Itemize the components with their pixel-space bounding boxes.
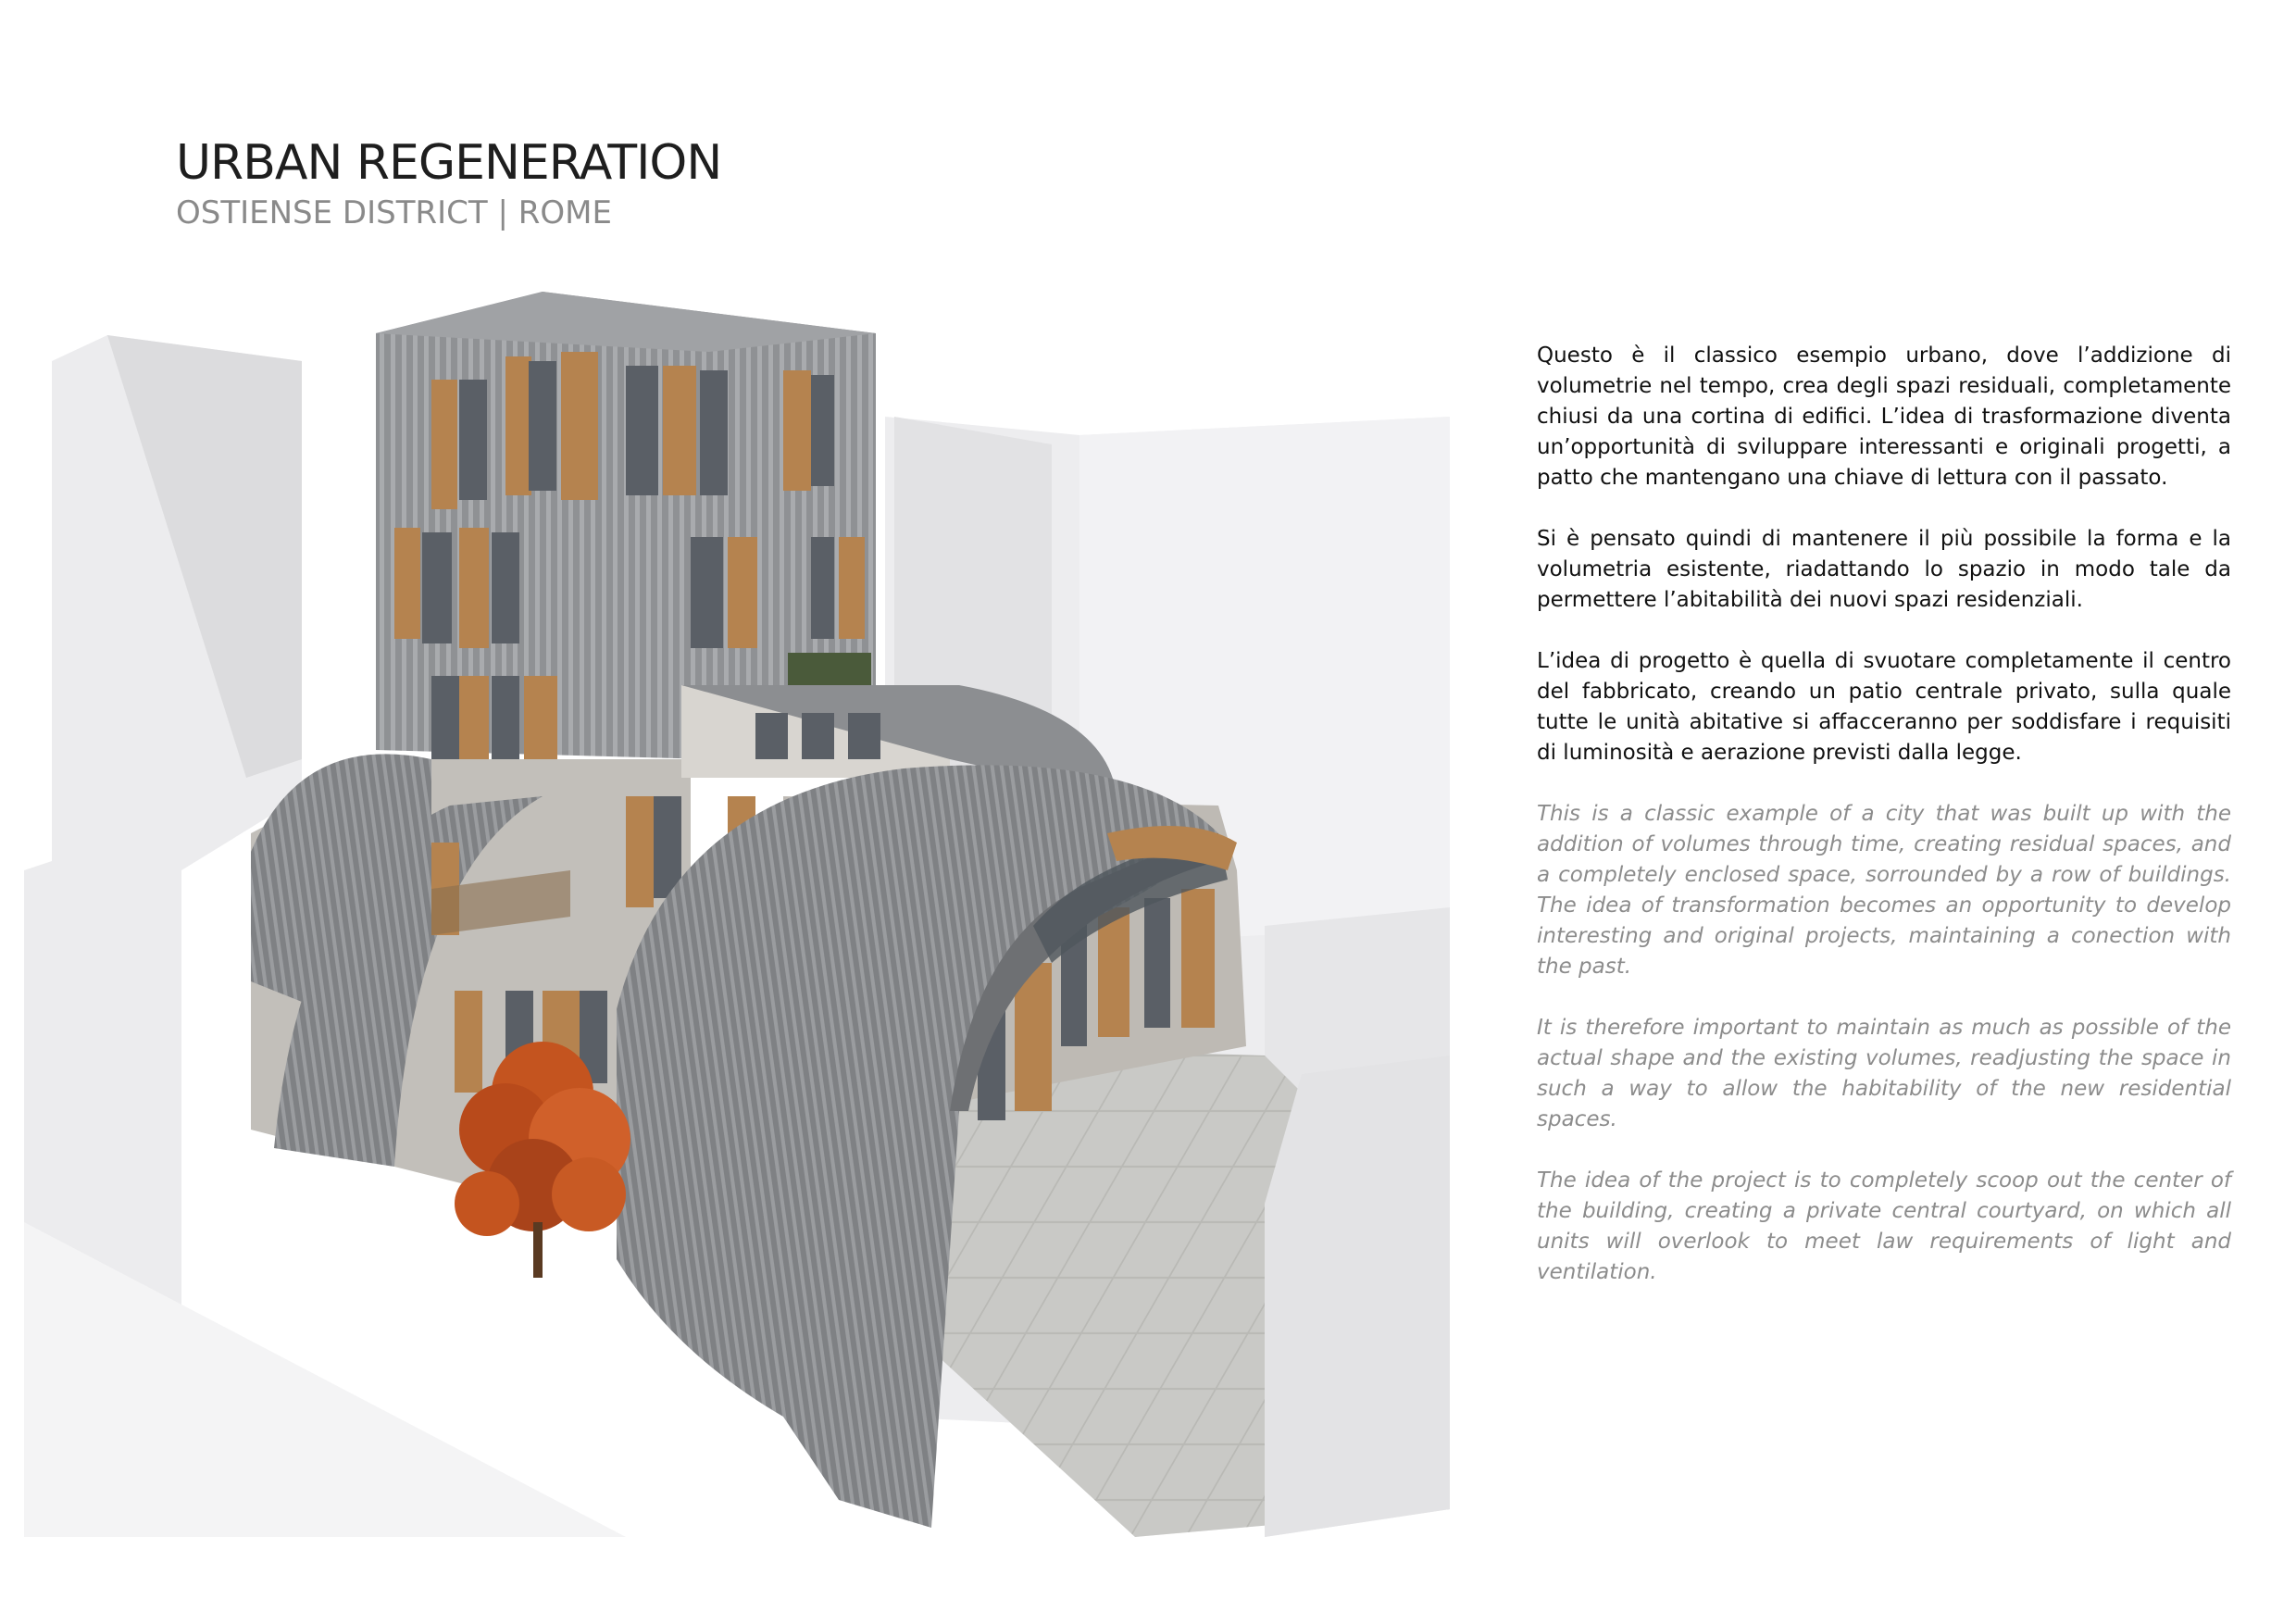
italian-paragraph-3: L’idea di progetto è quella di svuotare completamente il centro del fabbricato, creando un patio centrale privato, sulla quale tutte le unità abitative si affacceranno per soddisfare i requisiti di luminosità e aerazione previsti dalla legge. xyxy=(1537,649,2231,765)
architectural-render xyxy=(24,278,1478,1537)
description-column xyxy=(1537,341,2231,1318)
italian-paragraph-2: Si è pensato quindi di mantenere il più possibile la forma e la volumetria esistente, riadattando lo spazio in modo tale da permettere l’abitabilità dei nuovi spazi residenziali. xyxy=(1537,527,2231,612)
english-paragraph-3: The idea of the project is to completely scoop out the center of the building, creating a private central courtyard, on which all units will overlook to meet law requirements of light and ventilation. xyxy=(1537,1168,2231,1284)
page-title: URBAN REGENERATION xyxy=(176,135,722,191)
page-subtitle: OSTIENSE DISTRICT | ROME xyxy=(176,194,612,231)
english-paragraph-1: This is a classic example of a city that was built up with the addition of volumes through time, creating residual spaces, and a completely enclosed space, sorrounded by a row of buildings. The idea of transformation becomes an opportunity to develop interesting and original projects, maintaining a conection with the past. xyxy=(1537,802,2231,979)
english-paragraph-2: It is therefore important to maintain as much as possible of the actual shape and the existing volumes, readjusting the space in such a way to allow the habitability of the new residential spaces. xyxy=(1537,1016,2231,1131)
right-block xyxy=(1265,1056,1450,1537)
italian-paragraph-1: Questo è il classico esempio urbano, dove l’addizione di volumetrie nel tempo, crea degli spazi residuali, completamente chiusi da una cortina di edifici. L’idea di trasformazione diventa un’opportunità di sviluppare interessanti e originali progetti, a patto che mantengano una chiave di lettura con il passato. xyxy=(1537,344,2231,490)
